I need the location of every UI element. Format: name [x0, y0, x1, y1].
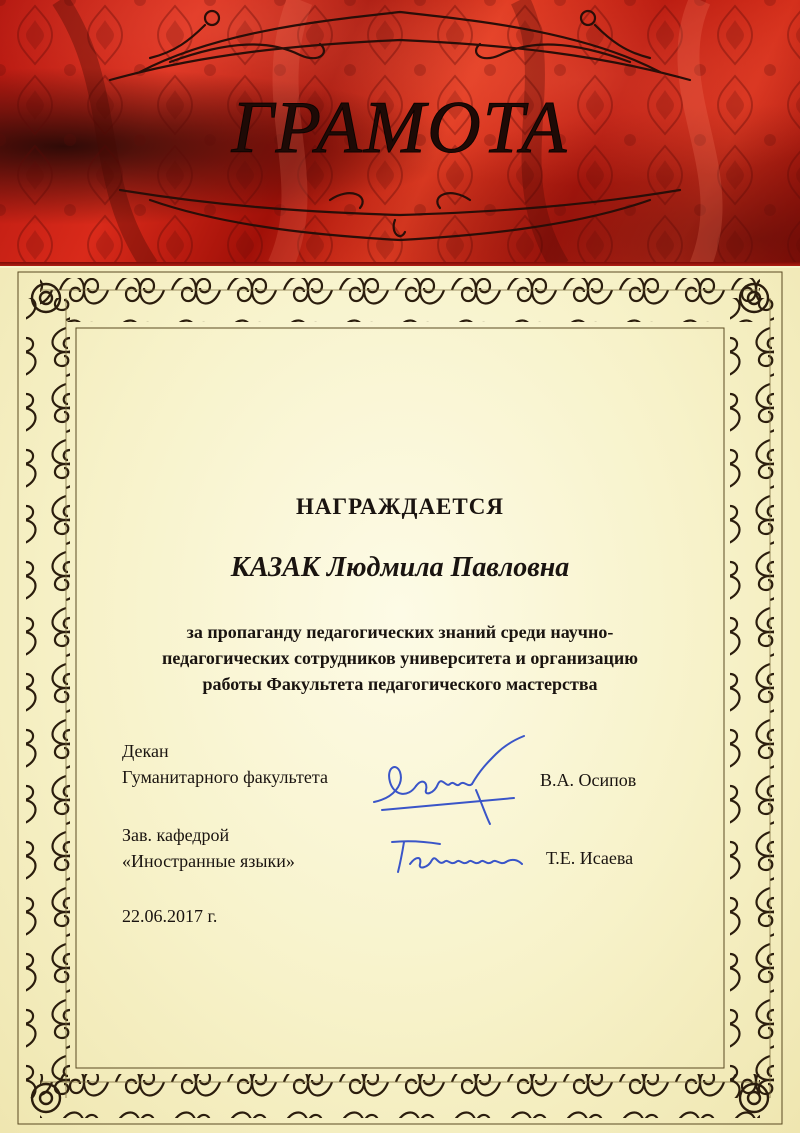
- recipient-name: КАЗАК Людмила Павловна: [230, 552, 570, 583]
- certificate-title: ГРАМОТА: [231, 87, 569, 169]
- signatory-position-line: Гуманитарного факультета: [122, 767, 328, 787]
- banner-divider: [0, 262, 800, 266]
- banner-ornament: [0, 0, 800, 266]
- reason-line: педагогических сотрудников университета и организацию: [161, 648, 639, 668]
- reason-line: работы Факультета педагогического мастерства: [202, 674, 598, 694]
- signatory-position-line: Декан: [122, 741, 169, 761]
- handwritten-signature-1: [364, 732, 544, 828]
- certificate-paper: [0, 268, 800, 1133]
- ornamental-frame: [0, 268, 800, 1133]
- reason-line: за пропаганду педагогических знаний среди научно-: [186, 622, 614, 642]
- signatory-1-position: [122, 738, 328, 790]
- signatory-position-line: «Иностранные языки»: [122, 851, 295, 871]
- signatory-1-name: В.А. Осипов: [540, 770, 637, 790]
- signatory-2-name: Т.Е. Исаева: [546, 848, 634, 868]
- signatory-2-position: [122, 822, 295, 874]
- header-banner: [0, 0, 800, 266]
- signatory-position-line: Зав. кафедрой: [122, 825, 230, 845]
- award-heading: НАГРАЖДАЕТСЯ: [296, 494, 504, 519]
- award-date: 22.06.2017 г.: [122, 906, 218, 926]
- handwritten-signature-2: [382, 834, 532, 878]
- award-reason: [100, 619, 700, 697]
